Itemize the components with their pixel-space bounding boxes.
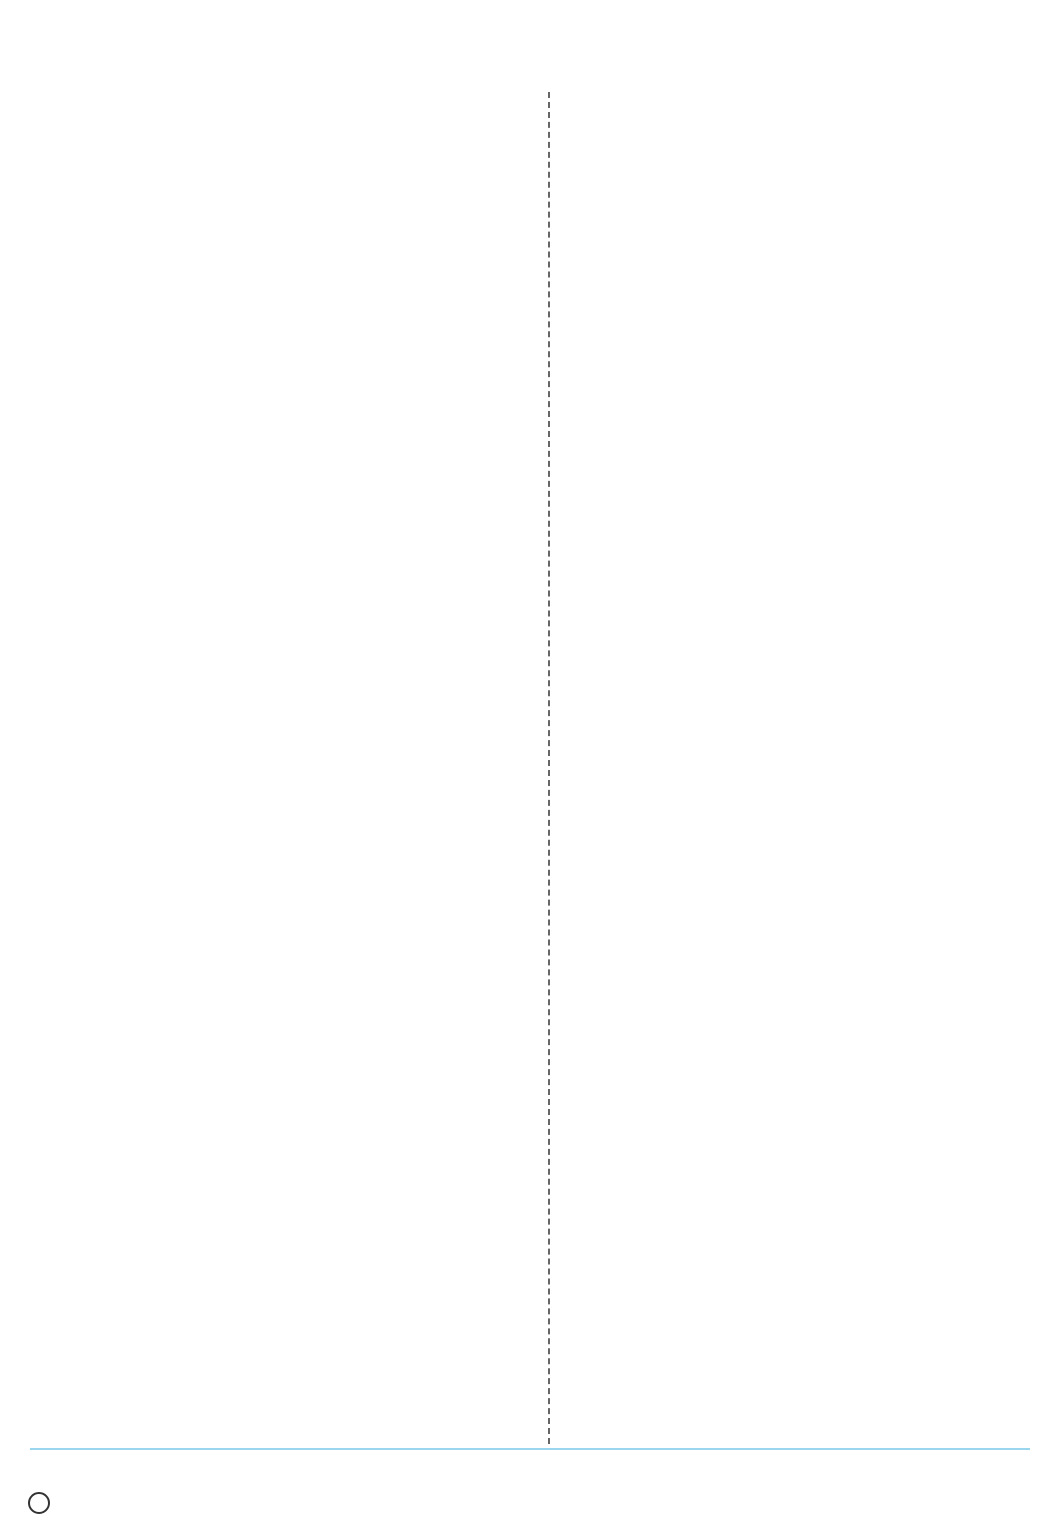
right-column <box>560 0 1058 1460</box>
course-bar-chart <box>116 870 546 1042</box>
extra-question <box>586 1418 605 1444</box>
map-line <box>610 1006 1030 1066</box>
page-footer <box>28 1492 50 1519</box>
parallelogram-grid <box>140 700 500 870</box>
route-diagram <box>116 1236 546 1308</box>
column-divider <box>548 92 550 1444</box>
region-badge <box>28 1492 50 1514</box>
example-grid <box>578 740 978 885</box>
footer-rule <box>30 1448 1030 1450</box>
left-column <box>0 0 548 1460</box>
horizontal-bar-chart <box>160 116 530 276</box>
